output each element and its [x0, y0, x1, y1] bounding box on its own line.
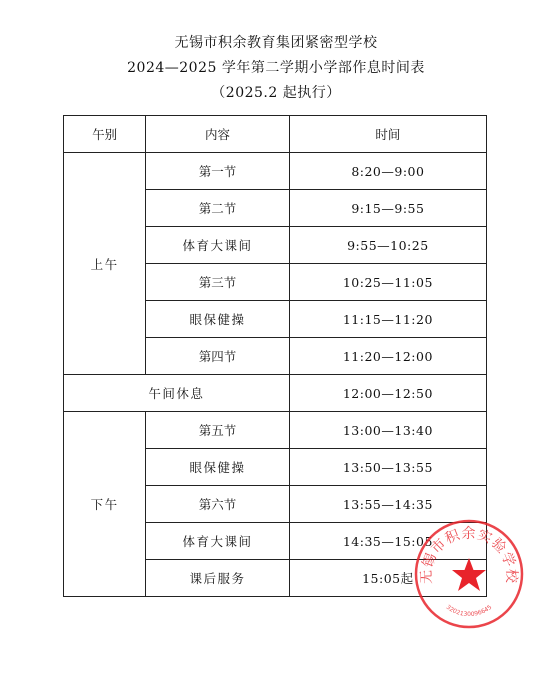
row-content: 第六节 [146, 486, 290, 523]
row-content: 课后服务 [146, 560, 290, 597]
row-time: 9:55—10:25 [289, 227, 486, 264]
row-time: 15:05起 [289, 560, 486, 597]
row-time: 11:20—12:00 [289, 338, 486, 375]
row-time: 13:00—13:40 [289, 412, 486, 449]
row-time: 14:35—15:05 [289, 523, 486, 560]
row-content: 第二节 [146, 190, 290, 227]
row-time: 11:15—11:20 [289, 301, 486, 338]
period-afternoon: 下午 [64, 412, 146, 597]
seal-text: 无锡市积余实验学校 [418, 525, 520, 585]
row-content: 眼保健操 [146, 449, 290, 486]
row-time: 13:55—14:35 [289, 486, 486, 523]
row-content: 眼保健操 [146, 301, 290, 338]
noon-content: 午间休息 [64, 375, 290, 412]
row-content: 体育大课间 [146, 227, 290, 264]
row-content: 第四节 [146, 338, 290, 375]
row-content: 第一节 [146, 153, 290, 190]
svg-text:3202130096645 [445, 604, 494, 618]
table-header-row [64, 116, 487, 153]
doc-title-line2: 2024—2025 学年第二学期小学部作息时间表 [127, 60, 425, 76]
doc-title-line1: 无锡市积余教育集团紧密型学校 [174, 35, 378, 51]
star-icon [452, 558, 486, 591]
noon-time: 12:00—12:50 [289, 375, 486, 412]
row-content: 体育大课间 [146, 523, 290, 560]
seal-code: 3202130096645 [444, 603, 494, 619]
row-time: 13:50—13:55 [289, 449, 486, 486]
official-seal [413, 518, 525, 630]
doc-title-line3: （2025.2 起执行） [211, 85, 341, 101]
header-time: 时间 [289, 116, 486, 153]
row-time: 8:20—9:00 [289, 153, 486, 190]
table-row-noon [64, 375, 487, 412]
header-period: 午别 [64, 116, 146, 153]
row-time: 9:15—9:55 [289, 190, 486, 227]
period-morning: 上午 [64, 153, 146, 375]
header-content: 内容 [146, 116, 290, 153]
row-content: 第三节 [146, 264, 290, 301]
table-row [64, 153, 487, 190]
row-time: 10:25—11:05 [289, 264, 486, 301]
row-content: 第五节 [146, 412, 290, 449]
table-row [64, 412, 487, 449]
